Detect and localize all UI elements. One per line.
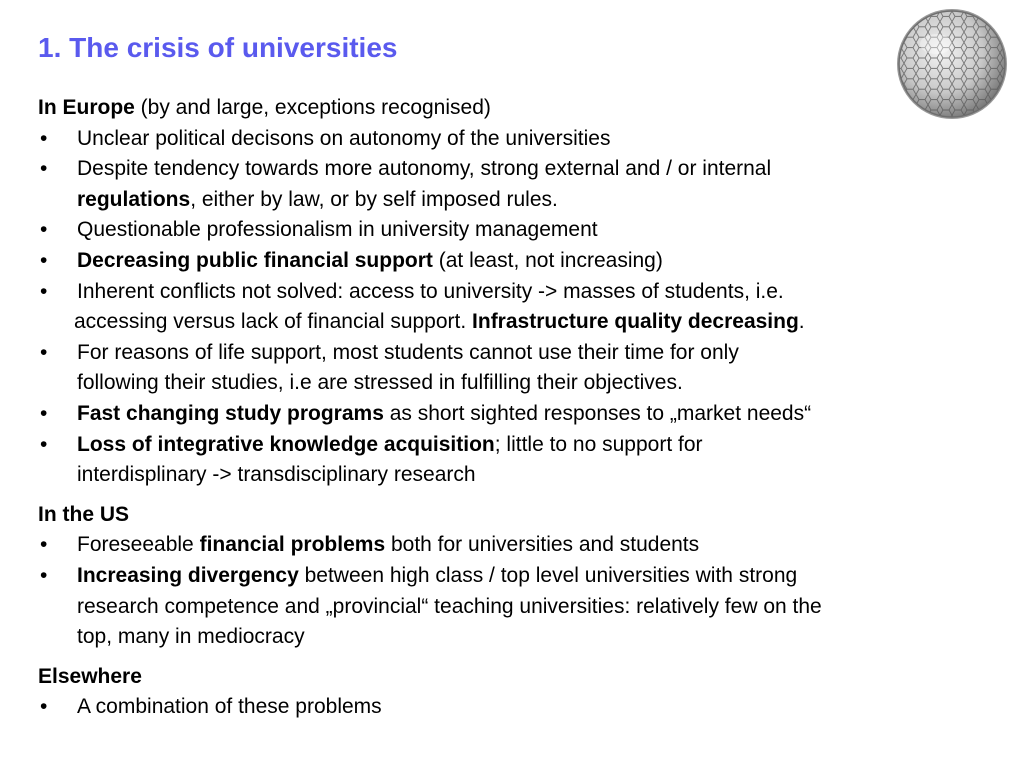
bullet-text-continued: interdisplinary -> transdisciplinary research	[77, 463, 476, 487]
list-item	[38, 246, 1008, 277]
bullet-icon: •	[40, 695, 48, 719]
bullet-text-rest: between high class / top level universities with strong	[298, 563, 798, 587]
bullet-text-rest: as short sighted responses to „market needs“	[383, 401, 812, 425]
list-item	[38, 215, 1008, 246]
list-item	[38, 277, 1008, 338]
bullet-text	[77, 530, 1008, 561]
bullet-text	[77, 246, 1008, 277]
section-europe	[38, 93, 1008, 491]
section-us	[38, 500, 1008, 653]
bullet-text	[77, 561, 1008, 592]
bullet-icon: •	[40, 218, 48, 242]
bullet-text-continued	[77, 185, 1008, 216]
bullet-text: Despite tendency towards more autonomy, strong external and / or internal	[77, 157, 772, 181]
list-item	[38, 338, 1008, 399]
list-item	[38, 430, 1008, 491]
bullet-emphasis: Loss of integrative knowledge acquisition	[77, 432, 495, 456]
bullet-text-rest: , either by law, or by self imposed rules.	[190, 187, 558, 211]
bullet-icon: •	[40, 432, 48, 456]
bullet-text	[77, 430, 1008, 461]
bullet-text-continued: research competence and „provincial“ teaching universities: relatively few on the	[77, 594, 822, 618]
bullet-text-continued	[74, 307, 1008, 338]
us-heading	[38, 500, 1008, 531]
slide-content	[38, 93, 1008, 732]
bullet-text-rest: ; little to no support for	[494, 432, 703, 456]
bullet-icon: •	[40, 157, 48, 181]
bullet-text	[77, 399, 1008, 430]
bullet-icon: •	[40, 533, 48, 557]
bullet-icon: •	[40, 563, 48, 587]
bullet-text: Inherent conflicts not solved: access to university -> masses of students, i.e.	[77, 279, 784, 303]
bullet-emphasis: regulations	[77, 187, 191, 211]
bullet-icon: •	[40, 248, 48, 272]
bullet-text-continued: top, many in mediocracy	[77, 625, 305, 649]
bullet-text-pre: accessing versus lack of financial support.	[74, 310, 473, 334]
bullet-emphasis: Increasing divergency	[77, 563, 299, 587]
elsewhere-heading-label: Elsewhere	[38, 664, 142, 688]
list-item	[38, 399, 1008, 430]
bullet-text-continued: following their studies, i.e are stressed in fulfilling their objectives.	[77, 371, 683, 395]
list-item	[38, 154, 1008, 215]
bullet-emphasis: Fast changing study programs	[77, 401, 384, 425]
bullet-text: For reasons of life support, most students cannot use their time for only	[77, 340, 739, 364]
list-item	[38, 530, 1008, 561]
us-heading-label: In the US	[38, 502, 130, 526]
europe-heading-label: In Europe	[38, 96, 135, 119]
bullet-text: Unclear political decisons on autonomy of the universities	[77, 126, 611, 150]
bullet-text-post: .	[798, 310, 805, 334]
elsewhere-heading	[38, 662, 1008, 693]
bullet-icon: •	[40, 401, 48, 425]
list-item	[38, 124, 1008, 155]
bullet-text: Questionable professionalism in university management	[77, 218, 598, 242]
europe-heading-note: (by and large, exceptions recognised)	[134, 96, 491, 119]
section-elsewhere	[38, 662, 1008, 723]
bullet-emphasis: Decreasing public financial support	[77, 248, 433, 272]
list-item	[38, 561, 1008, 653]
bullet-text: A combination of these problems	[77, 695, 382, 719]
bullet-icon: •	[40, 340, 48, 364]
bullet-emphasis: Infrastructure quality decreasing	[472, 310, 799, 334]
bullet-icon: •	[40, 279, 48, 303]
bullet-text-rest: (at least, not increasing)	[432, 248, 663, 272]
slide-title: 1. The crisis of universities	[38, 32, 398, 63]
list-item	[38, 692, 1008, 723]
bullet-icon: •	[40, 126, 48, 150]
bullet-emphasis: financial problems	[199, 533, 386, 557]
bullet-text-pre: Foreseeable	[77, 533, 200, 557]
bullet-text-rest: both for universities and students	[385, 533, 700, 557]
europe-heading	[38, 93, 1008, 124]
